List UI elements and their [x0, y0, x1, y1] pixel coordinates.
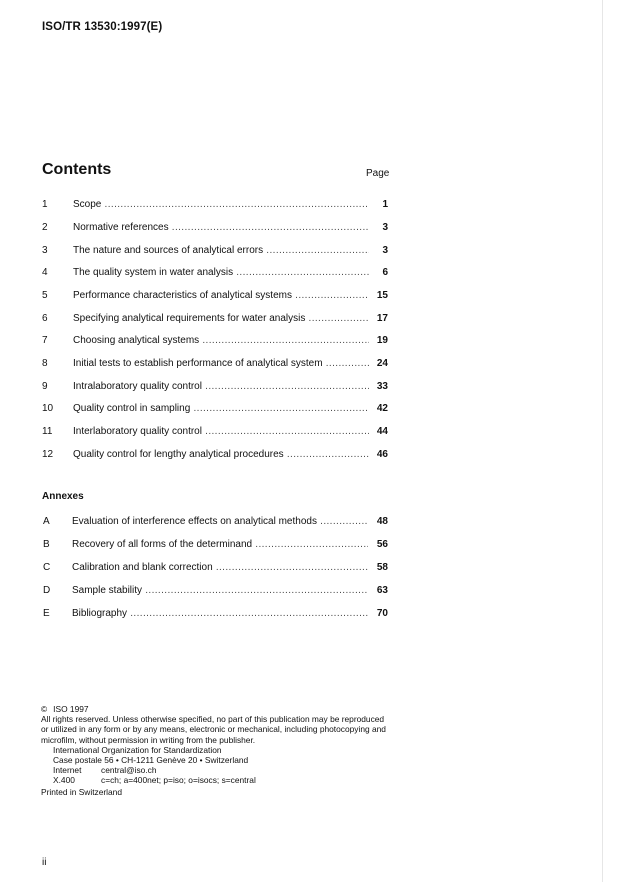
- annex-entry-page: 56: [373, 538, 388, 552]
- toc-entry[interactable]: [42, 312, 388, 326]
- toc-entry-number: 4: [42, 267, 48, 278]
- toc-entry-label: Performance characteristics of analytical systems .....: [73, 289, 369, 303]
- toc-entry-number: 11: [42, 426, 53, 437]
- toc-entry-number: 8: [42, 358, 48, 369]
- toc-entry-page: 24: [373, 357, 388, 371]
- toc-entry-number: 2: [42, 222, 48, 233]
- toc-entry-page: 1: [378, 198, 388, 212]
- toc-entry-label: Intralaboratory quality control .....: [73, 380, 369, 394]
- toc-entry-label: Specifying analytical requirements for water analysis .....: [73, 312, 369, 326]
- organization-address: Case postale 56 • CH-1211 Genève 20 • Switzerland: [53, 755, 249, 766]
- annex-entry[interactable]: [42, 538, 388, 552]
- annex-entry-page: 48: [373, 515, 388, 529]
- copyright-line: [41, 704, 391, 714]
- toc-entry[interactable]: [42, 334, 388, 348]
- x400-row: [41, 775, 391, 785]
- toc-entry-page: 6: [378, 266, 388, 280]
- annexes-heading: Annexes: [42, 491, 84, 502]
- toc-entry-number: 3: [42, 245, 48, 256]
- annex-entry-label: Recovery of all forms of the determinand .....: [72, 538, 368, 552]
- printed-in: Printed in Switzerland: [41, 786, 122, 797]
- toc-entry[interactable]: [42, 244, 388, 258]
- annex-entry[interactable]: [42, 515, 388, 529]
- toc-entry-page: 44: [373, 425, 388, 439]
- internet-label: Internet: [53, 765, 82, 776]
- toc-entry-number: 1: [42, 199, 48, 210]
- annex-entry[interactable]: [42, 584, 388, 598]
- toc-entry-label: Scope .....: [73, 198, 369, 212]
- annex-entry-label: Calibration and blank correction .....: [72, 561, 368, 575]
- annex-entry-page: 63: [373, 584, 388, 598]
- annex-entry-page: 70: [373, 607, 388, 621]
- annex-entry-letter: E: [43, 608, 50, 619]
- document-identifier: ISO/TR 13530:1997(E): [42, 21, 163, 33]
- toc-entry-page: 42: [373, 402, 388, 416]
- rights-line-1: All rights reserved. Unless otherwise specified, no part of this publication may be reproduced: [41, 714, 385, 725]
- toc-entry-page: 3: [378, 221, 388, 235]
- annex-entry[interactable]: [42, 561, 388, 575]
- toc-entry-page: 19: [373, 334, 388, 348]
- toc-entry-number: 12: [42, 449, 54, 460]
- toc-entry-label: Quality control for lengthy analytical procedures .....: [73, 448, 369, 462]
- toc-entry[interactable]: [42, 402, 388, 416]
- toc-entry-number: 5: [42, 290, 48, 301]
- toc-entry[interactable]: [42, 198, 388, 212]
- page-column-heading: Page: [366, 168, 390, 179]
- toc-entry[interactable]: [42, 289, 388, 303]
- internet-row: [41, 765, 391, 775]
- toc-entry-label: Choosing analytical systems .....: [73, 334, 369, 348]
- toc-entry-label: The quality system in water analysis .....: [73, 266, 369, 280]
- annex-entry-letter: C: [43, 562, 51, 573]
- toc-entry-page: 15: [373, 289, 388, 303]
- rights-line-3: microfilm, without permission in writing from the publisher.: [41, 734, 256, 745]
- contents-title: Contents: [42, 161, 112, 178]
- annex-entry-label: Bibliography .....: [72, 607, 368, 621]
- annex-entry-letter: A: [43, 516, 50, 527]
- internet-address[interactable]: central@iso.ch: [101, 765, 157, 776]
- rights-line-2: or utilized in any form or by any means, electronic or mechanical, including photocopying and: [41, 724, 386, 735]
- toc-entry-label: Initial tests to establish performance of analytical system .....: [73, 357, 369, 371]
- organization-name: International Organization for Standardization: [53, 744, 222, 755]
- annex-entry-letter: B: [43, 539, 50, 550]
- copyright-symbol: ©: [41, 704, 48, 714]
- toc-entry-page: 3: [378, 244, 388, 258]
- x400-address: c=ch; a=400net; p=iso; o=isocs; s=central: [101, 775, 256, 786]
- toc-entry[interactable]: [42, 425, 388, 439]
- annex-entry[interactable]: [42, 607, 388, 621]
- annex-entry-label: Sample stability .....: [72, 584, 368, 598]
- x400-label: X.400: [53, 775, 75, 786]
- toc-entry-number: 6: [42, 313, 48, 324]
- copyright-text: ISO 1997: [53, 704, 89, 714]
- toc-entry[interactable]: [42, 266, 388, 280]
- toc-entry-number: 9: [42, 381, 48, 392]
- toc-entry-page: 46: [373, 448, 388, 462]
- toc-entry-label: Quality control in sampling .....: [73, 402, 369, 416]
- toc-entry-page: 17: [373, 312, 388, 326]
- toc-entry-label: Interlaboratory quality control .....: [73, 425, 369, 439]
- toc-entry[interactable]: [42, 448, 388, 462]
- toc-entry-number: 7: [42, 335, 48, 346]
- toc-entry[interactable]: [42, 221, 388, 235]
- annex-entry-label: Evaluation of interference effects on analytical methods .....: [72, 515, 368, 529]
- toc-entry-page: 33: [373, 380, 388, 394]
- page-number: ii: [42, 857, 47, 868]
- toc-entry[interactable]: [42, 357, 388, 371]
- copyright-notice: [41, 704, 391, 797]
- page-edge: [602, 0, 603, 882]
- annex-entry-page: 58: [373, 561, 388, 575]
- toc-entry-label: The nature and sources of analytical errors .....: [73, 244, 369, 258]
- annex-entry-letter: D: [43, 585, 51, 596]
- toc-entry-label: Normative references .....: [73, 221, 369, 235]
- toc-entry[interactable]: [42, 380, 388, 394]
- toc-entry-number: 10: [42, 403, 54, 414]
